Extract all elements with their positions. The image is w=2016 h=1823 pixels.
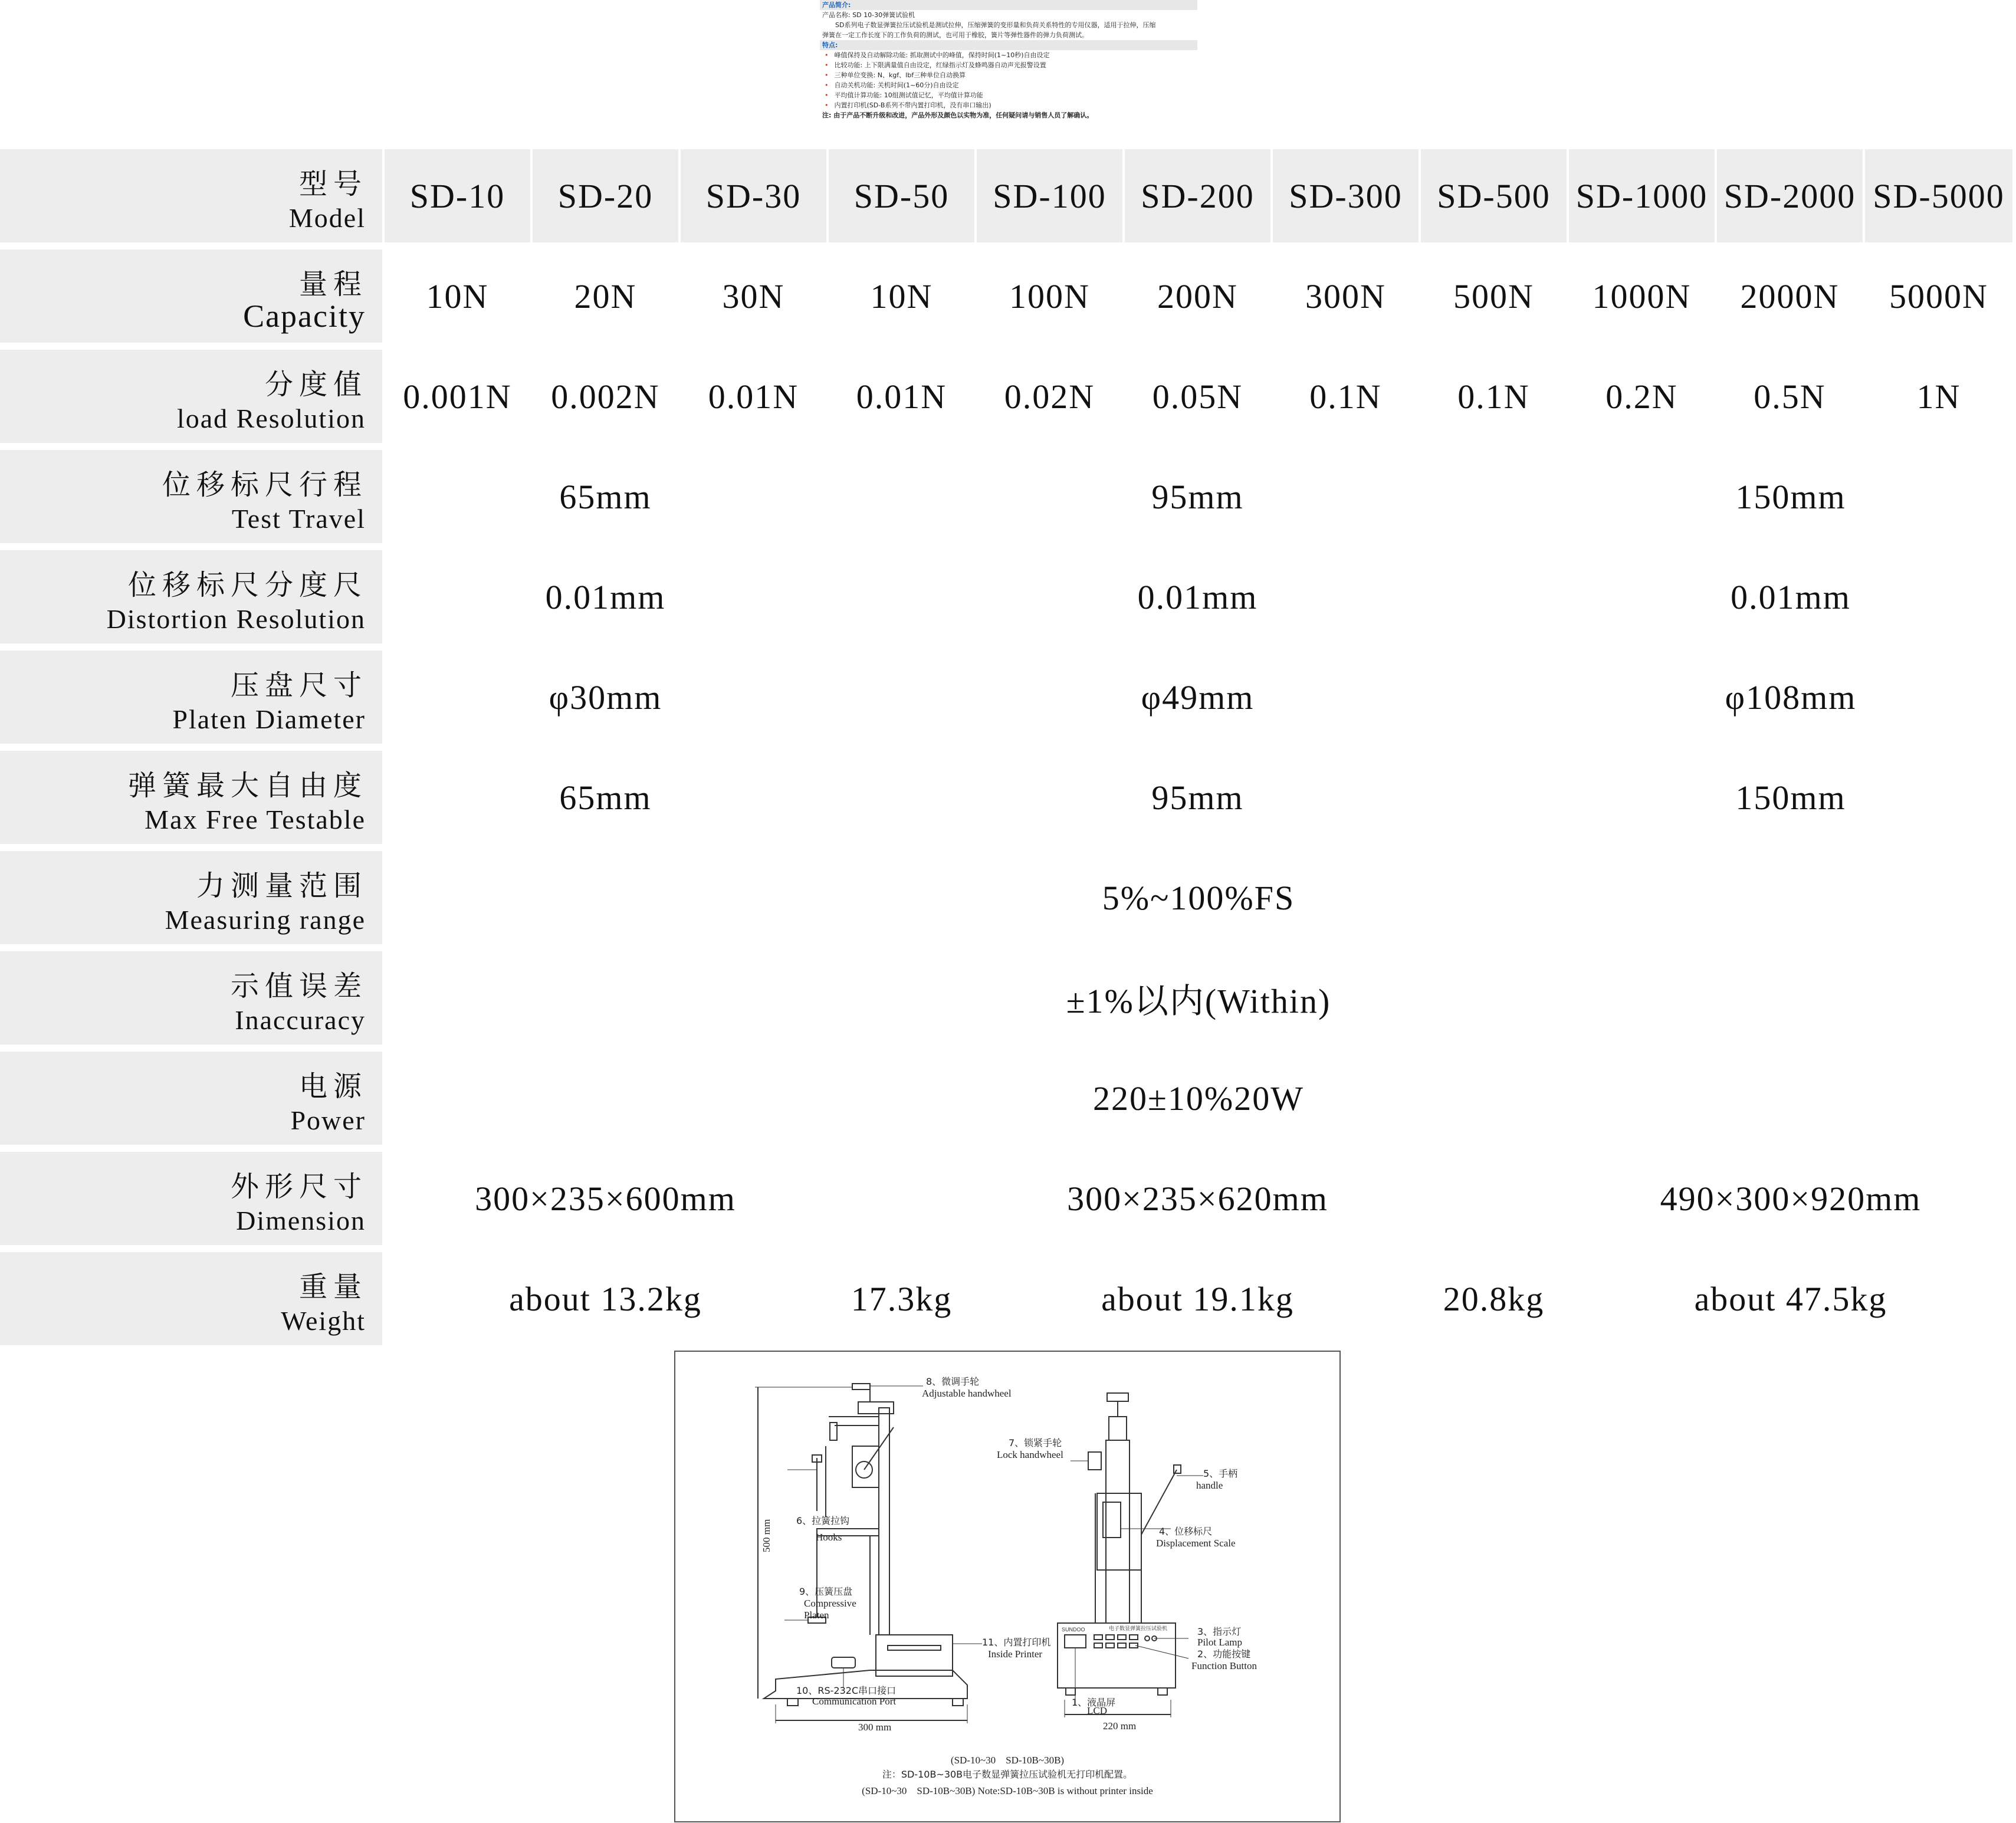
platen-cell: φ49mm: [829, 651, 1567, 744]
model-cell: SD-50: [829, 149, 974, 242]
diagram-caption-note-en: (SD-10~30 SD-10B~30B) Note:SD-10B~30B is without printer inside: [862, 1785, 1153, 1796]
platen-cell: φ108mm: [1569, 651, 2012, 744]
intro-description-1: SD系列电子数显弹簧拉压试验机是测试拉伸，压缩弹簧的变形量和负荷关系特性的专用仪器，适用于拉伸，压缩: [835, 21, 1156, 29]
label-handle-en: handle: [1196, 1480, 1223, 1491]
resolution-cell: 0.1N: [1421, 350, 1567, 443]
panel-button: [1118, 1635, 1126, 1640]
spec-table: [0, 149, 2016, 1352]
model-cell: SD-20: [533, 149, 678, 242]
lock-handwheel: [1088, 1452, 1101, 1470]
label-function-button-cn: 2、功能按键: [1197, 1648, 1251, 1660]
model-cell: SD-5000: [1865, 149, 2012, 242]
printer-slot: [888, 1645, 941, 1650]
row-label: 压盘尺寸 Platen Diameter: [0, 651, 382, 744]
spec-row-power: [0, 1052, 2016, 1152]
label-communication-port-en: Communication Port: [812, 1696, 897, 1707]
distortion-cell: 0.01mm: [1569, 550, 2012, 643]
row-label: 分度值 load Resolution: [0, 350, 382, 443]
bullet-icon: •: [825, 91, 829, 99]
panel-button: [1118, 1643, 1126, 1648]
label-function-button-en: Function Button: [1191, 1660, 1257, 1671]
resolution-cell: 0.1N: [1273, 350, 1419, 443]
front-handle: [1141, 1470, 1177, 1535]
bullet-icon: •: [825, 51, 829, 59]
bullet-icon: •: [825, 61, 829, 69]
front-handwheel: [1107, 1393, 1128, 1401]
resolution-cell: 0.2N: [1569, 350, 1715, 443]
spec-row-platen-diameter: [0, 651, 2016, 751]
resolution-cell: 0.01N: [829, 350, 974, 443]
resolution-cell: 0.01N: [681, 350, 826, 443]
max-free-cell: 95mm: [829, 751, 1567, 844]
spec-row-measuring-range: [0, 851, 2016, 951]
capacity-cell: 10N: [385, 249, 530, 343]
max-free-cell: 65mm: [385, 751, 826, 844]
label-displacement-scale-en: Displacement Scale: [1156, 1538, 1236, 1549]
label-hooks-en: Hooks: [816, 1532, 842, 1543]
measuring-range-cell: 5%~100%FS: [385, 851, 2012, 944]
weight-cell: about 47.5kg: [1569, 1252, 2012, 1345]
front-column: [1106, 1440, 1130, 1623]
label-lcd-cn: 1、液晶屏: [1072, 1697, 1116, 1708]
label-width-300mm: 300 mm: [858, 1722, 892, 1733]
travel-cell: 65mm: [385, 450, 826, 543]
row-label: 位移标尺分度尺 Distortion Resolution: [0, 550, 382, 643]
side-foot: [787, 1699, 798, 1706]
feature-item: • 平均值计算功能: 10组测试值记忆，平均值计算功能: [825, 91, 983, 99]
travel-cell: 95mm: [829, 450, 1567, 543]
diagram-caption-note-cn: 注：SD-10B~30B电子数显弹簧拉压试验机无打印机配置。: [882, 1769, 1133, 1780]
machine-diagram: [674, 1351, 1341, 1822]
capacity-cell: 300N: [1273, 249, 1419, 343]
intro-note: 注: 由于产品不断升级和改进，产品外形及颜色以实物为准，任何疑问请与销售人员了解确认。: [822, 111, 1094, 119]
side-foot: [953, 1699, 963, 1706]
machine-drawing: [675, 1352, 1339, 1821]
model-cell: SD-1000: [1569, 149, 1715, 242]
label-compressive-platen-en2: Platen: [804, 1610, 829, 1621]
panel-button: [1094, 1635, 1102, 1640]
spec-row-max-free-testable: [0, 751, 2016, 851]
spec-row-test-travel: [0, 450, 2016, 550]
label-inside-printer-en: Inside Printer: [988, 1648, 1043, 1660]
resolution-cell: 0.02N: [977, 350, 1122, 443]
brand-logo: SUNDOO: [1062, 1627, 1085, 1633]
spec-row-load-resolution: [0, 350, 2016, 450]
pilot-lamp: [1145, 1636, 1150, 1641]
row-label: 电源 Power: [0, 1052, 382, 1145]
front-top-block: [1109, 1417, 1127, 1440]
weight-cell: about 19.1kg: [977, 1252, 1419, 1345]
row-label: 力测量范围 Measuring range: [0, 851, 382, 944]
row-label: 型号 Model: [0, 149, 382, 242]
model-cell: SD-2000: [1717, 149, 1863, 242]
front-foot: [1066, 1688, 1075, 1695]
feature-item: • 峰值保持及自动解除功能: 抓取测试中的峰值，保持时间(1~10秒)自由设定: [825, 51, 1050, 59]
model-cell: SD-30: [681, 149, 826, 242]
label-displacement-scale-cn: 4、位移标尺: [1159, 1526, 1213, 1537]
upper-arm: [829, 1417, 879, 1425]
label-communication-port-cn: 10、RS-232C串口接口: [796, 1685, 897, 1696]
label-width-220mm: 220 mm: [1103, 1720, 1137, 1732]
capacity-cell: 500N: [1421, 249, 1567, 343]
spec-row-dimension: [0, 1152, 2016, 1252]
label-adjustable-handwheel-cn: 8、微调手轮: [926, 1376, 980, 1387]
leader-line: [1135, 1645, 1188, 1658]
front-foot: [1158, 1688, 1167, 1695]
capacity-cell: 1000N: [1569, 249, 1715, 343]
row-label: 位移标尺行程 Test Travel: [0, 450, 382, 543]
weight-cell: 20.8kg: [1421, 1252, 1567, 1345]
bullet-icon: •: [825, 81, 829, 89]
distortion-cell: 0.01mm: [829, 550, 1567, 643]
dimension-cell: 300×235×620mm: [829, 1152, 1567, 1245]
label-lock-handwheel-en: Lock handwheel: [997, 1449, 1063, 1460]
spec-row-capacity: [0, 249, 2016, 350]
model-cell: SD-500: [1421, 149, 1567, 242]
max-free-cell: 150mm: [1569, 751, 2012, 844]
resolution-cell: 1N: [1865, 350, 2012, 443]
intro-description-2: 弹簧在一定工作长度下的工作负荷的测试，也可用于橡胶，簧片等弹性器件的弹力负荷测试。: [822, 31, 1088, 39]
panel-button: [1094, 1643, 1102, 1648]
feature-item: • 三种单位变换: N、kgf、lbf三种单位自动换算: [825, 71, 966, 79]
weight-cell: about 13.2kg: [385, 1252, 826, 1345]
panel-title: 电子数显弹簧拉压试验机: [1109, 1626, 1168, 1632]
front-carriage: [1097, 1493, 1141, 1570]
capacity-cell: 20N: [533, 249, 678, 343]
weight-cell: 17.3kg: [829, 1252, 974, 1345]
label-lock-handwheel-cn: 7、锁紧手轮: [1009, 1437, 1062, 1448]
row-label: 外形尺寸 Dimension: [0, 1152, 382, 1245]
feature-item: • 比较功能: 上下限满量值自由设定，红绿指示灯及蜂鸣器自动声光报警设置: [825, 61, 1046, 69]
row-label: 弹簧最大自由度 Max Free Testable: [0, 751, 382, 844]
distortion-cell: 0.01mm: [385, 550, 826, 643]
label-pilot-lamp-cn: 3、指示灯: [1197, 1626, 1242, 1637]
row-label: 重量 Weight: [0, 1252, 382, 1345]
feature-item: • 自动关机功能: 关机时间(1~60分)自由设定: [825, 81, 959, 89]
product-intro: [820, 0, 1197, 144]
capacity-cell: 200N: [1125, 249, 1270, 343]
row-label: 量程 Capacity: [0, 249, 382, 343]
resolution-cell: 0.5N: [1717, 350, 1863, 443]
platen-cell: φ30mm: [385, 651, 826, 744]
label-compressive-platen-en1: Compressive: [804, 1598, 856, 1609]
row-label: 示值误差 Inaccuracy: [0, 951, 382, 1044]
label-adjustable-handwheel-en: Adjustable handwheel: [922, 1388, 1012, 1399]
panel-button: [1106, 1635, 1114, 1640]
resolution-cell: 0.002N: [533, 350, 678, 443]
diagram-caption-models: (SD-10~30 SD-10B~30B): [950, 1755, 1065, 1766]
spec-row-distortion-resolution: [0, 550, 2016, 651]
power-cell: 220±10%20W: [385, 1052, 2012, 1145]
dimension-cell: 300×235×600mm: [385, 1152, 826, 1245]
resolution-cell: 0.001N: [385, 350, 530, 443]
inaccuracy-cell: ±1%以内(Within): [385, 951, 2012, 1044]
label-lcd-en: LCD: [1087, 1705, 1107, 1716]
model-cell: SD-10: [385, 149, 530, 242]
capacity-cell: 10N: [829, 249, 974, 343]
model-cell: SD-100: [977, 149, 1122, 242]
capacity-cell: 30N: [681, 249, 826, 343]
model-cell: SD-300: [1273, 149, 1419, 242]
features-heading: 特点:: [820, 40, 1197, 50]
label-pilot-lamp-en: Pilot Lamp: [1197, 1637, 1243, 1648]
label-hooks-cn: 6、拉簧拉钩: [796, 1515, 850, 1526]
capacity-cell: 5000N: [1865, 249, 2012, 343]
lcd-screen: [1065, 1635, 1086, 1648]
label-inside-printer-cn: 11、内置打印机: [982, 1637, 1051, 1648]
intro-product-name: 产品名称: SD 10-30弹簧试验机: [822, 11, 915, 19]
model-cell: SD-200: [1125, 149, 1270, 242]
spec-row-weight: [0, 1252, 2016, 1352]
resolution-cell: 0.05N: [1125, 350, 1270, 443]
handwheel-top: [852, 1384, 870, 1390]
dimension-cell: 490×300×920mm: [1569, 1152, 2012, 1245]
feature-item: • 内置打印机(SD-B系列不带内置打印机，没有串口输出): [825, 101, 991, 109]
bullet-icon: •: [825, 101, 829, 109]
capacity-cell: 100N: [977, 249, 1122, 343]
spec-row-inaccuracy: [0, 951, 2016, 1052]
label-compressive-platen-cn: 9、压簧压盘: [799, 1586, 853, 1597]
bullet-icon: •: [825, 71, 829, 79]
panel-button: [1106, 1643, 1114, 1648]
panel-button: [1130, 1635, 1138, 1640]
travel-cell: 150mm: [1569, 450, 2012, 543]
label-height-500mm: 500 mm: [761, 1519, 772, 1552]
label-handle-cn: 5、手柄: [1203, 1468, 1238, 1479]
spec-row-model: [0, 149, 2016, 249]
serial-port: [832, 1657, 855, 1668]
intro-heading: 产品简介:: [820, 0, 1197, 10]
capacity-cell: 2000N: [1717, 249, 1863, 343]
